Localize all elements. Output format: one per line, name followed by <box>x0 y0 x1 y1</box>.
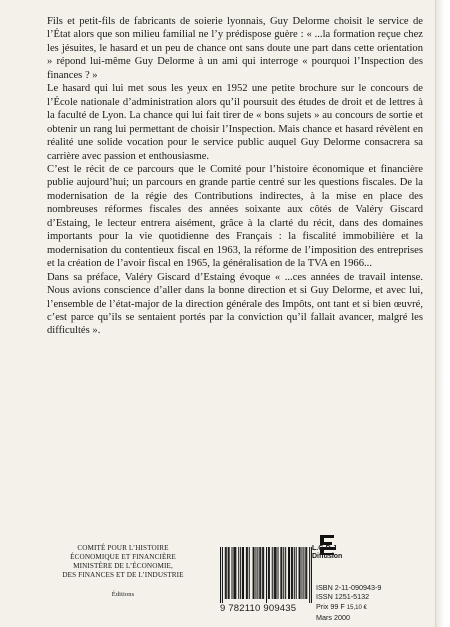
barcode-bar <box>288 547 289 599</box>
barcode-bar <box>242 547 243 599</box>
barcode-bar <box>232 547 233 599</box>
barcode-bar <box>247 547 248 599</box>
barcode-bar <box>268 547 269 599</box>
barcode-bar <box>266 547 267 603</box>
distributor-name-line-2: Diffusion <box>312 553 343 560</box>
barcode-bar <box>263 547 264 599</box>
barcode-bars <box>220 547 312 603</box>
price-euros: 15,10 € <box>346 604 367 611</box>
barcode-bar <box>255 547 256 599</box>
barcode-bar <box>274 547 275 599</box>
book-metadata <box>316 583 416 622</box>
barcode-bar <box>285 547 286 599</box>
distributor-name <box>312 545 356 561</box>
barcode-bar <box>254 547 255 599</box>
barcode-bar <box>238 547 239 599</box>
barcode <box>220 547 312 621</box>
blurb-paragraph-3: C’est le récit de ce parcours que le Comité pour l’histoire économique et financière publie aujourd’hui; un parcours en grande partie centré sur les questions fiscales. De la modernisation de la régie des Contributions indirectes, à la mise en place des nombreuses réformes fiscales des années soixante aux côtés de Valéry Giscard d’Estaing, le lecteur entrera aisément, grâce à la clarté du récit, dans des domaines importants pour la vie quotidienne des Français : la fiscalité immobilière et la modernisation du contentieux fiscal en 1963, la réforme de l’imposition des entreprises et la création de l’avoir fiscal en 1965, la généralisation de la TVA en 1966... <box>47 163 423 270</box>
barcode-bar <box>233 547 234 599</box>
barcode-bar <box>301 547 302 599</box>
barcode-bar <box>289 547 290 599</box>
price-francs: Prix 99 F <box>316 601 345 611</box>
barcode-bar <box>262 547 263 599</box>
barcode-bar <box>299 547 300 599</box>
barcode-bar <box>260 547 261 599</box>
barcode-bar <box>303 547 304 599</box>
publisher-line-3: MINISTÈRE DE L’ÉCONOMIE, <box>73 562 173 570</box>
barcode-bar <box>225 547 226 599</box>
blurb-paragraph-1: Fils et petit-fils de fabricants de soierie lyonnais, Guy Delorme choisit le service de l’État alors que son milieu familial ne l’y prédispose guère : « ...la formation reçue chez les jésuites, le hasard et un peu de chance ont sans doute une part dans cette orientation » répond lui-même Guy Delorme à un ami qui interroge « pourquoi l’Inspection des finances ? » <box>47 16 423 81</box>
barcode-bar <box>281 547 282 599</box>
blurb-paragraph-2: Le hasard qui lui met sous les yeux en 1952 une petite brochure sur le concours de l’École nationale d’administration alors qu’il poursuit des études de droit et de lettres à la faculté de Lyon. La chance qui lui fait tirer de « bons sujets » au concours de sortie et obtenir un rang lui permettant de choisir l’Inspection. Mais chance et hasard révèlent en réalité une solide vocation pour le service public auquel Guy Delorme consacrera sa carrière avec passion et enthousiasme. <box>47 83 423 162</box>
issn-text: ISSN 1251-5132 <box>316 592 370 602</box>
barcode-bar <box>306 547 307 599</box>
publisher-line-4: DES FINANCES ET DE L’INDUSTRIE <box>62 571 184 579</box>
barcode-bar <box>292 547 293 599</box>
distributor-name-line-1: L.G.D.J <box>312 545 337 552</box>
barcode-bar <box>280 547 281 599</box>
barcode-bar <box>259 547 260 599</box>
blurb-paragraph-4: Dans sa préface, Valéry Giscard d’Estaing évoque « ...ces années de travail intense. Nous avions conscience d’aller dans la bonne direction et si Guy Delorme, et avec lui, l’ensemble de l’état-major de la direction générale des Impôts, ont tant et si bien œuvré, c’est parce qu’ils se sentaient portés par la conviction qu’il fallait avancer, malgré les difficultés ». <box>47 271 423 337</box>
barcode-bar <box>300 547 301 599</box>
barcode-bar <box>278 547 279 599</box>
publisher-line-1: COMITÉ POUR L’HISTOIRE <box>77 544 169 552</box>
publisher-imprint <box>47 544 199 599</box>
barcode-bar <box>220 547 221 603</box>
barcode-bar <box>291 547 292 599</box>
barcode-bar <box>269 547 270 599</box>
blurb-text <box>47 15 423 338</box>
price-row <box>316 602 416 613</box>
barcode-bar <box>257 547 258 599</box>
barcode-bar <box>275 547 276 599</box>
publication-date: Mars 2000 <box>316 612 350 622</box>
barcode-bar <box>243 547 244 599</box>
barcode-bar <box>229 547 230 599</box>
barcode-bar <box>240 547 241 599</box>
barcode-bar <box>222 547 223 603</box>
barcode-bar <box>276 547 277 599</box>
barcode-bar <box>235 547 236 599</box>
barcode-bar <box>249 547 250 599</box>
editions-label: Éditions <box>111 591 135 598</box>
cover-edge <box>435 0 450 627</box>
barcode-bar <box>246 547 247 599</box>
barcode-bar <box>294 547 295 599</box>
barcode-bar <box>296 547 297 599</box>
barcode-bar <box>305 547 306 599</box>
barcode-bar <box>228 547 229 599</box>
barcode-bar <box>272 547 273 599</box>
isbn-text: ISBN 2-11-090943-9 <box>316 583 382 592</box>
barcode-bar <box>234 547 235 599</box>
publisher-line-2: ÉCONOMIQUE ET FINANCIÈRE <box>70 553 176 561</box>
barcode-bar <box>253 547 254 599</box>
barcode-bar <box>226 547 227 599</box>
barcode-bar <box>309 547 310 603</box>
barcode-digits: 9 782110 909435 <box>220 603 297 614</box>
barcode-bar <box>283 547 284 599</box>
